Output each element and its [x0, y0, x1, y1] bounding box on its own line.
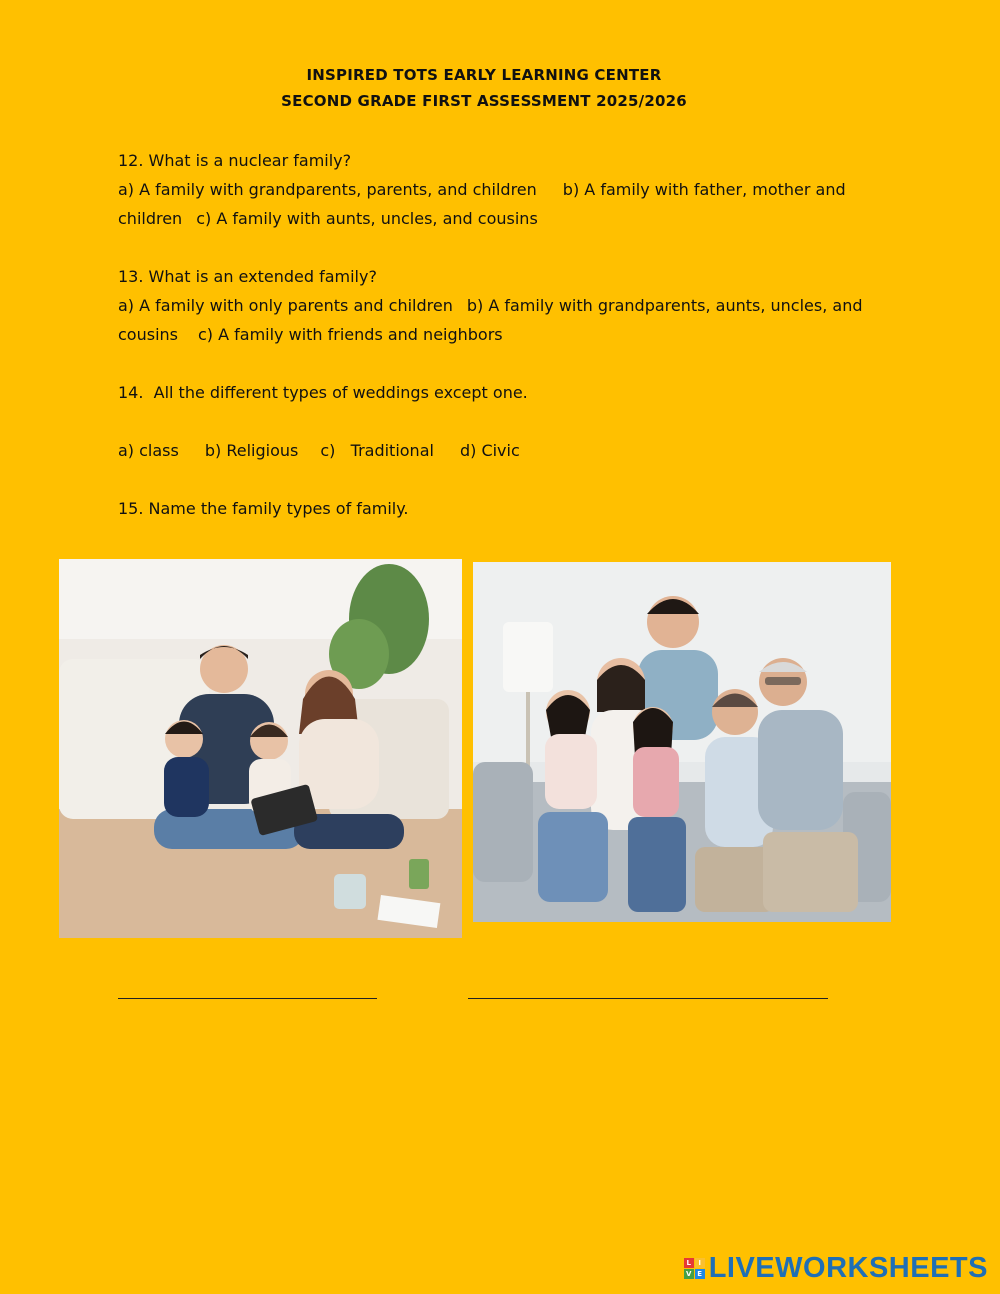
option-c: c) A family with aunts, uncles, and cousins	[196, 209, 538, 228]
question-13	[118, 262, 898, 349]
logo-block: L	[684, 1258, 694, 1268]
question-list	[118, 146, 898, 552]
question-options	[118, 291, 898, 349]
option-c: c) Traditional	[320, 441, 434, 460]
option-a: a) A family with grandparents, parents, and children	[118, 180, 537, 199]
liveworksheets-logo	[684, 1252, 988, 1285]
question-prompt: 13. What is an extended family?	[118, 267, 377, 286]
assessment-title: SECOND GRADE FIRST ASSESSMENT 2025/2026	[281, 92, 687, 110]
question-14	[118, 378, 898, 465]
question-options	[118, 407, 898, 465]
question-prompt: 15. Name the family types of family.	[118, 499, 409, 518]
option-a: a) class	[118, 441, 179, 460]
answer-line-extended[interactable]	[468, 998, 828, 999]
logo-block: V	[684, 1269, 694, 1279]
logo-block: E	[695, 1269, 705, 1279]
question-prompt: 14. All the different types of weddings except one.	[118, 383, 528, 402]
option-d: d) Civic	[459, 441, 520, 460]
question-prompt: 12. What is a nuclear family?	[118, 151, 352, 170]
logo-block: I	[695, 1258, 705, 1268]
option-b: b) Religious	[204, 441, 299, 460]
logo-text: LIVEWORKSHEETS	[708, 1252, 988, 1284]
answer-line-nuclear[interactable]	[118, 998, 377, 999]
question-options	[118, 175, 898, 233]
logo-blocks-icon	[684, 1258, 705, 1279]
option-c: c) A family with friends and neighbors	[197, 325, 503, 344]
school-name: INSPIRED TOTS EARLY LEARNING CENTER	[306, 66, 662, 84]
nuclear-family-photo	[59, 559, 462, 938]
question-12	[118, 146, 898, 233]
option-b: b) A family with grandparents, aunts, uncles, and cousins	[118, 296, 863, 344]
extended-family-photo	[473, 562, 891, 922]
worksheet-header	[0, 62, 968, 114]
question-15	[118, 494, 898, 523]
option-b: b) A family with father, mother and children	[118, 180, 846, 228]
option-a: a) A family with only parents and children	[118, 296, 453, 315]
